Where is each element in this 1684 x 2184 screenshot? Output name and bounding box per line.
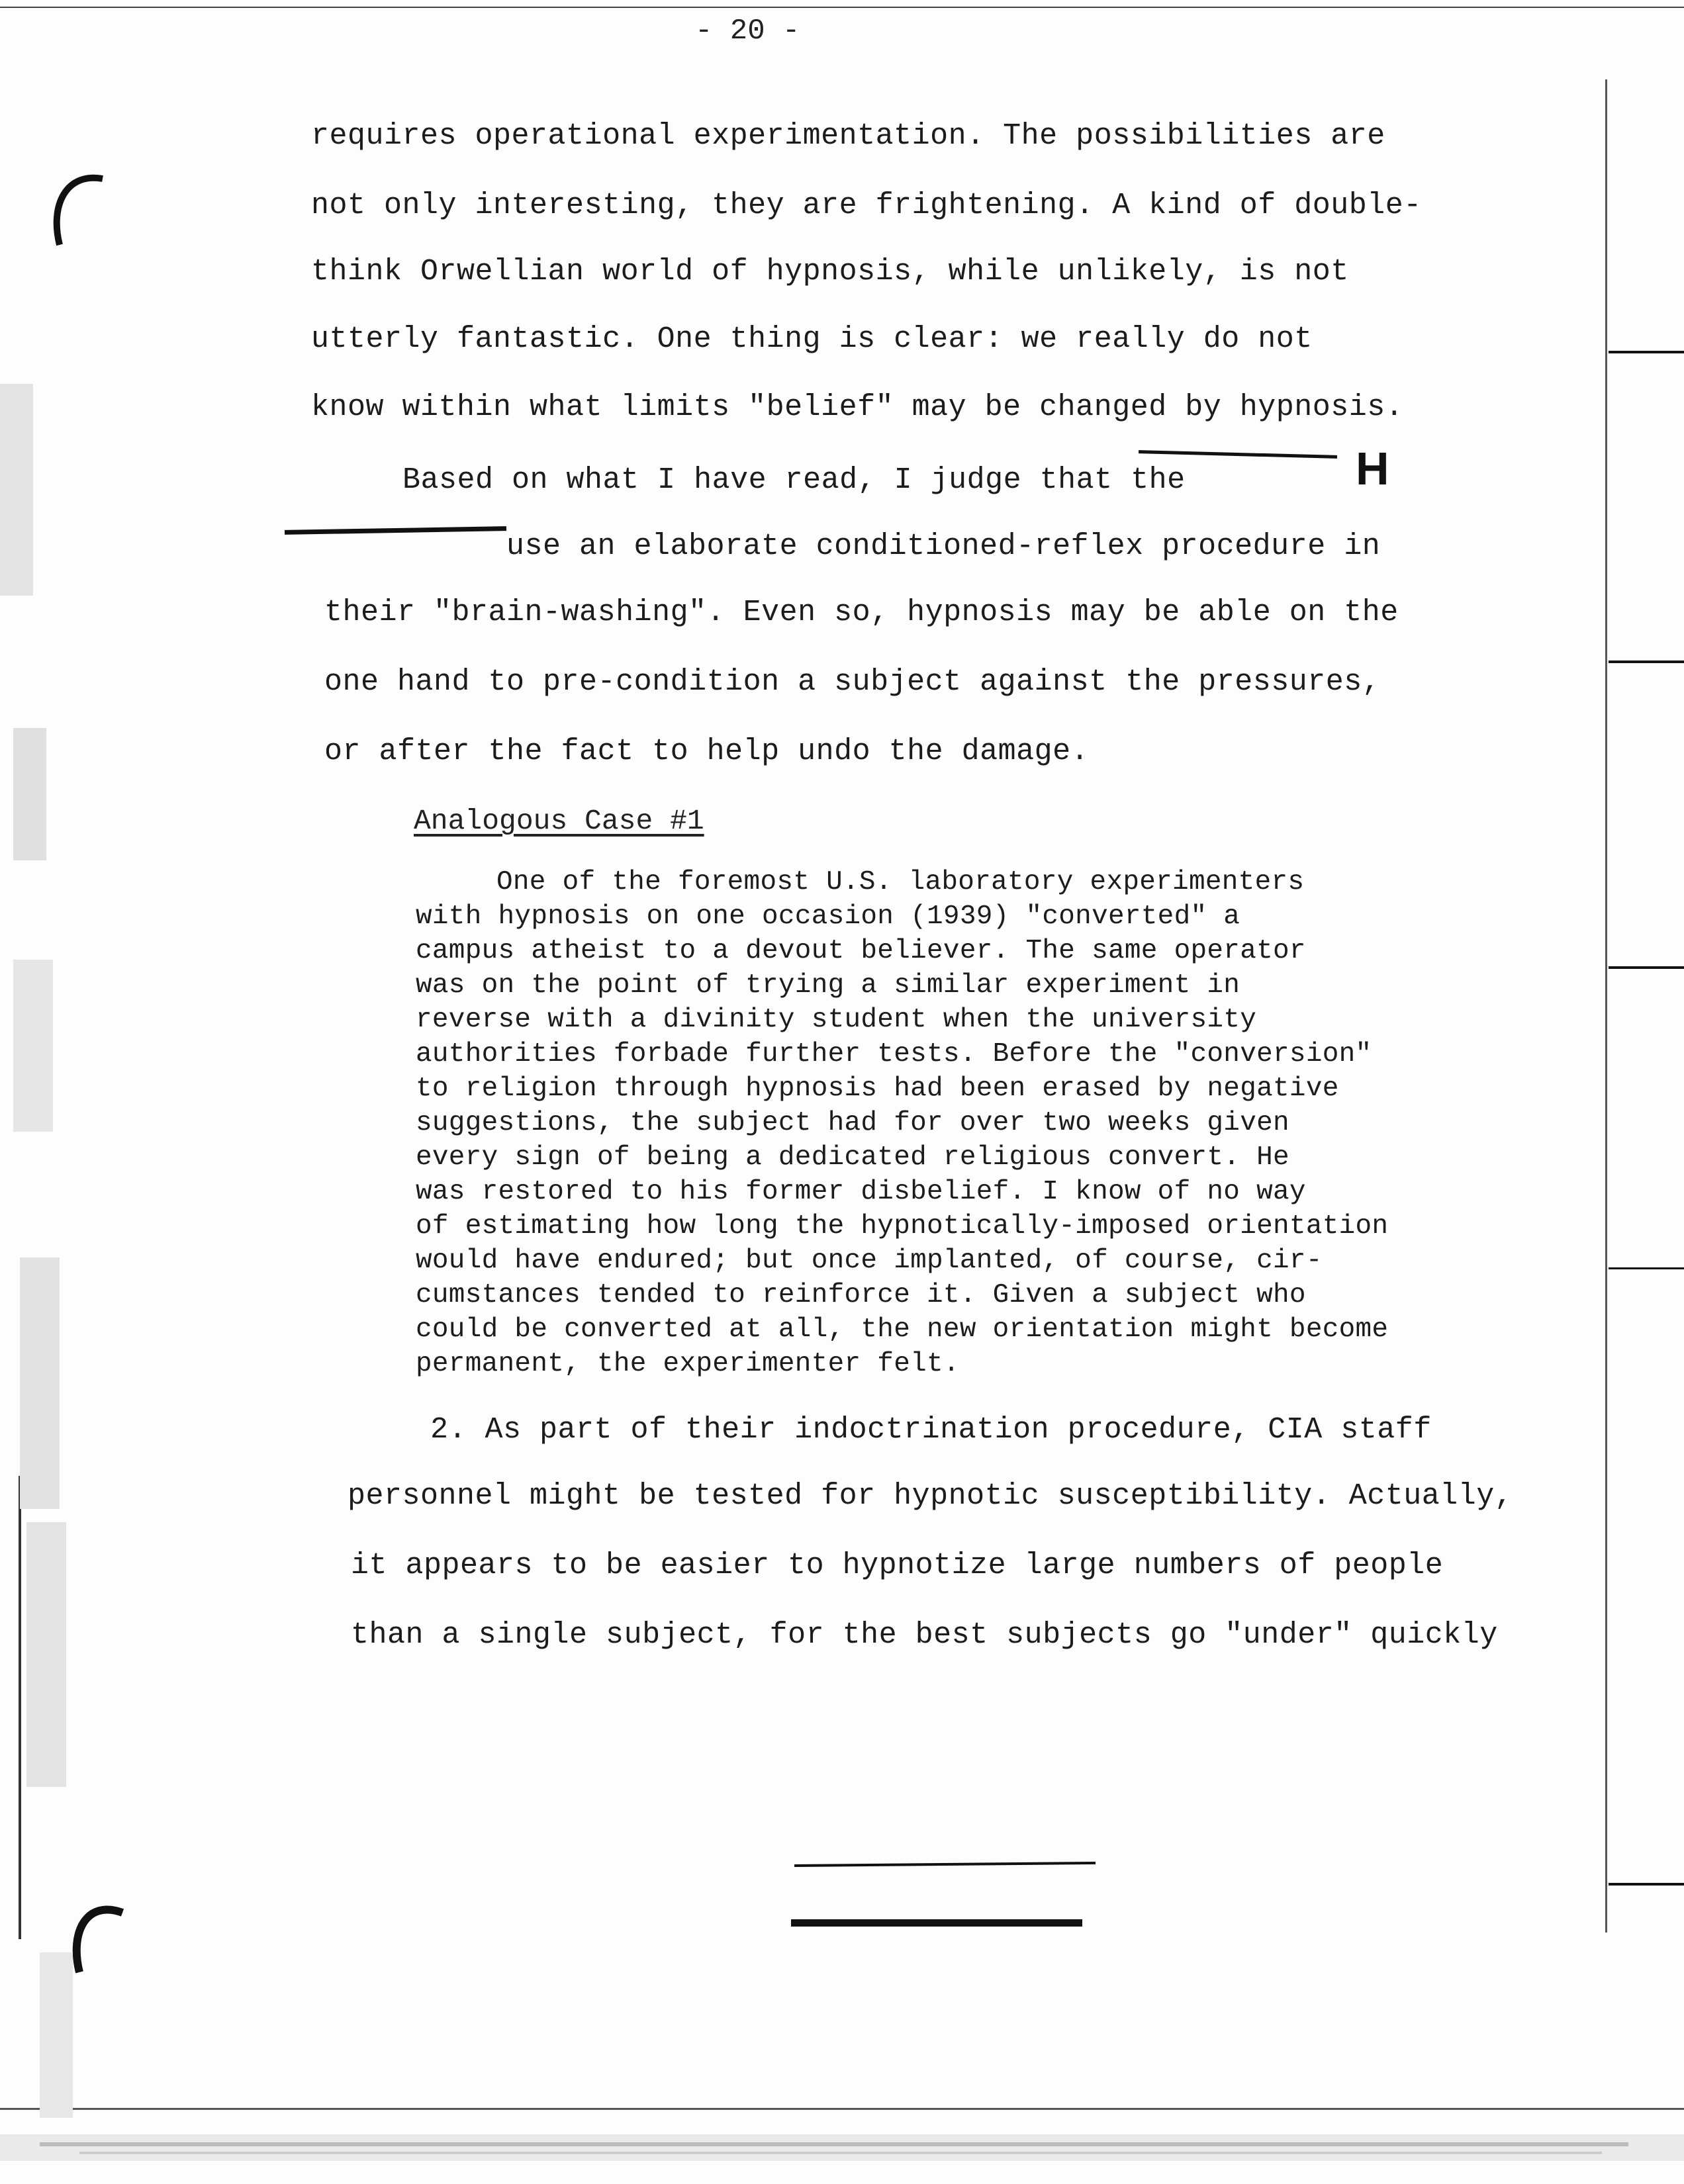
page-number: - 20 -	[695, 15, 800, 48]
right-margin-tick	[1609, 351, 1684, 353]
right-margin-tick	[1609, 966, 1684, 969]
case-line: every sign of being a dedicated religious convert. He	[416, 1142, 1289, 1173]
paragraph-2-line-1: Based on what I have read, I judge that the	[402, 463, 1186, 497]
case-line: authorities forbade further tests. Before the "conversion"	[416, 1039, 1372, 1069]
case-line: could be converted at all, the new orientation might become	[416, 1314, 1389, 1345]
case-line: suggestions, the subject had for over two weeks given	[416, 1108, 1289, 1138]
scan-noise	[0, 2108, 1684, 2184]
punch-hole-mark	[40, 165, 113, 251]
left-margin-line	[19, 1476, 21, 1939]
paragraph-1-line-2: not only interesting, they are frightening. A kind of double-	[311, 189, 1422, 222]
right-margin-tick	[1609, 1267, 1684, 1269]
case-line: campus atheist to a devout believer. The same operator	[416, 936, 1306, 966]
case-line: of estimating how long the hypnotically-imposed orientation	[416, 1211, 1389, 1242]
paragraph-3-line-3: it appears to be easier to hypnotize large numbers of people	[351, 1549, 1444, 1582]
paragraph-3-line-4: than a single subject, for the best subjects go "under" quickly	[351, 1618, 1498, 1652]
case-line: permanent, the experimenter felt.	[416, 1349, 960, 1379]
paragraph-3-line-1: 2. As part of their indoctrination procedure, CIA staff	[430, 1413, 1432, 1447]
top-border	[0, 7, 1684, 8]
paragraph-2-line-2: use an elaborate conditioned-reflex procedure in	[506, 529, 1381, 563]
right-margin-tick	[1609, 1883, 1684, 1886]
case-heading: Analogous Case #1	[414, 805, 704, 837]
scan-noise	[0, 0, 79, 2184]
redaction-mark	[1139, 450, 1337, 459]
paragraph-1-line-5: know within what limits "belief" may be changed by hypnosis.	[311, 390, 1404, 424]
paragraph-1-line-1: requires operational experimentation. The possibilities are	[311, 119, 1385, 153]
paragraph-2-line-5: or after the fact to help undo the damage.	[324, 735, 1090, 768]
case-line: to religion through hypnosis had been erased by negative	[416, 1073, 1339, 1104]
case-line: One of the foremost U.S. laboratory experimenters	[496, 867, 1305, 897]
right-margin-tick	[1609, 660, 1684, 663]
case-line: would have endured; but once implanted, of course, cir-	[416, 1246, 1323, 1276]
paragraph-3-line-2: personnel might be tested for hypnotic susceptibility. Actually,	[348, 1479, 1513, 1513]
footer-rule	[794, 1862, 1096, 1867]
case-line: cumstances tended to reinforce it. Given a subject who	[416, 1280, 1306, 1310]
right-margin-line	[1605, 79, 1607, 1933]
paragraph-1-line-4: utterly fantastic. One thing is clear: we really do not	[311, 322, 1313, 356]
redaction-mark	[285, 526, 506, 535]
paragraph-2-line-3: their "brain-washing". Even so, hypnosis may be able on the	[324, 596, 1399, 629]
paragraph-2-line-4: one hand to pre-condition a subject against the pressures,	[324, 665, 1381, 699]
case-line: was on the point of trying a similar experiment in	[416, 970, 1240, 1001]
case-line: with hypnosis on one occasion (1939) "converted" a	[416, 901, 1240, 932]
case-line: was restored to his former disbelief. I know of no way	[416, 1177, 1306, 1207]
punch-hole-mark	[60, 1893, 132, 1979]
footer-redaction-bar	[791, 1919, 1082, 1927]
case-line: reverse with a divinity student when the university	[416, 1005, 1257, 1035]
redaction-marker: H	[1356, 443, 1389, 494]
paragraph-1-line-3: think Orwellian world of hypnosis, while unlikely, is not	[311, 255, 1349, 289]
